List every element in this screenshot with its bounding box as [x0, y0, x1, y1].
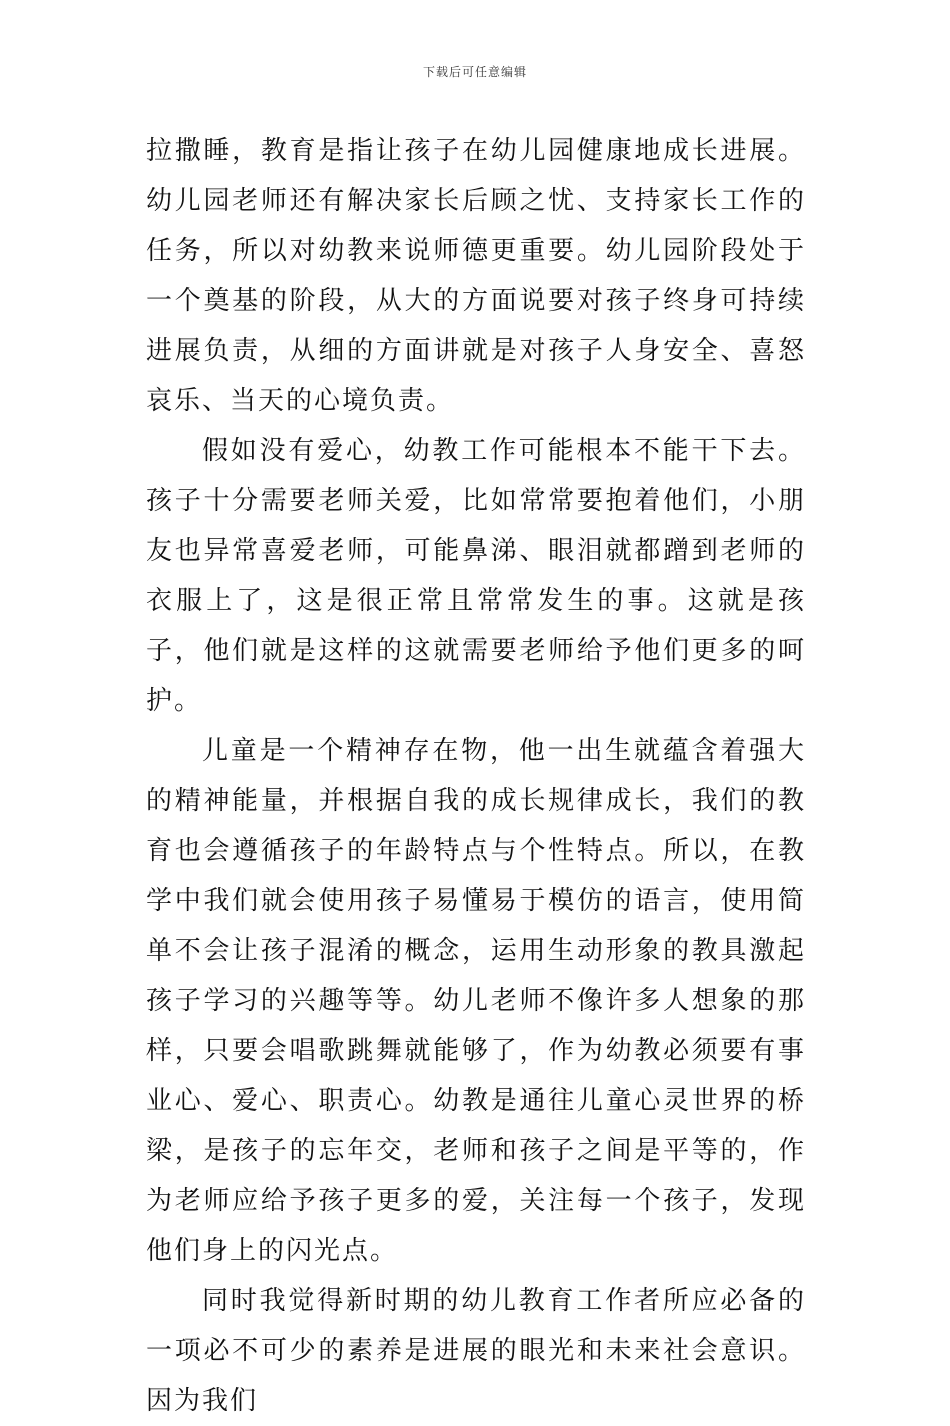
paragraph: 拉撒睡，教育是指让孩子在幼儿园健康地成长进展。幼儿园老师还有解决家长后顾之忧、支持家长工作的任务，所以对幼教来说师德更重要。幼儿园阶段处于一个奠基的阶段，从大的方面说要对孩子终身可持续进展负责，从细的方面讲就是对孩子人身安全、喜怒哀乐、当天的心境负责。: [146, 136, 806, 416]
paragraph: 同时我觉得新时期的幼儿教育工作者所应必备的一项必不可少的素养是进展的眼光和未来社会意识。因为我们: [146, 1286, 806, 1416]
document-body: [146, 126, 806, 1426]
paragraph: 假如没有爱心，幼教工作可能根本不能干下去。孩子十分需要老师关爱，比如常常要抱着他们，小朋友也异常喜爱老师，可能鼻涕、眼泪就都蹭到老师的衣服上了，这是很正常且常常发生的事。这就是孩子，他们就是这样的这就需要老师给予他们更多的呵护。: [146, 436, 806, 716]
paragraph: 儿童是一个精神存在物，他一出生就蕴含着强大的精神能量，并根据自我的成长规律成长，我们的教育也会遵循孩子的年龄特点与个性特点。所以，在教学中我们就会使用孩子易懂易于模仿的语言，使用简单不会让孩子混淆的概念，运用生动形象的教具激起孩子学习的兴趣等等。幼儿老师不像许多人想象的那样，只要会唱歌跳舞就能够了，作为幼教必须要有事业心、爱心、职责心。幼教是通往儿童心灵世界的桥梁，是孩子的忘年交，老师和孩子之间是平等的，作为老师应给予孩子更多的爱，关注每一个孩子，发现他们身上的闪光点。: [146, 736, 806, 1266]
page-header: 下载后可任意编辑: [422, 65, 527, 79]
